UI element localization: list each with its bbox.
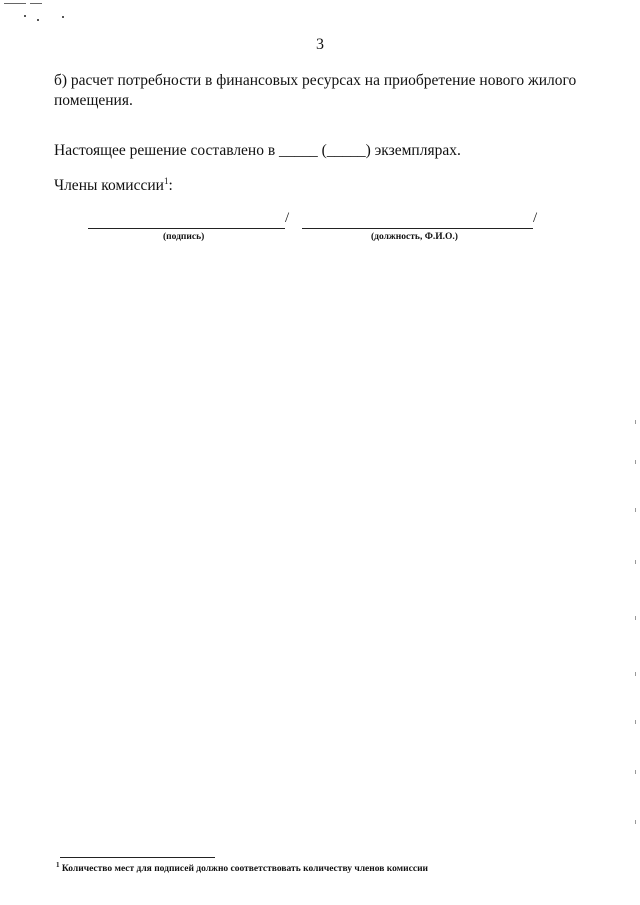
position-name-caption: (должность, Ф.И.О.) xyxy=(371,232,458,242)
footnote xyxy=(56,860,429,874)
position-slash: / xyxy=(533,210,538,226)
page-number: 3 xyxy=(316,36,324,53)
signature-slash: / xyxy=(285,210,290,226)
footnote-text: Количество мест для подписей должно соответствовать количеству членов комиссии xyxy=(61,864,429,874)
footnote-reference: 1 xyxy=(163,175,169,186)
scan-edge-marks xyxy=(635,420,637,840)
copies-statement: Настоящее решение составлено в _____ (_____) экземплярах. xyxy=(54,142,461,159)
signature-caption: (подпись) xyxy=(163,232,205,242)
paragraph-b: б) расчет потребности в финансовых ресурсах на приобретение нового жилого помещения. xyxy=(54,72,577,109)
commission-members-label: Члены комиссии xyxy=(54,177,164,194)
position-name-line xyxy=(302,228,533,229)
signature-line xyxy=(88,228,285,229)
footnote-separator xyxy=(60,857,215,858)
footnote-marker: 1 xyxy=(56,860,60,869)
commission-members-heading xyxy=(54,176,594,196)
commission-members-colon: : xyxy=(168,177,173,194)
